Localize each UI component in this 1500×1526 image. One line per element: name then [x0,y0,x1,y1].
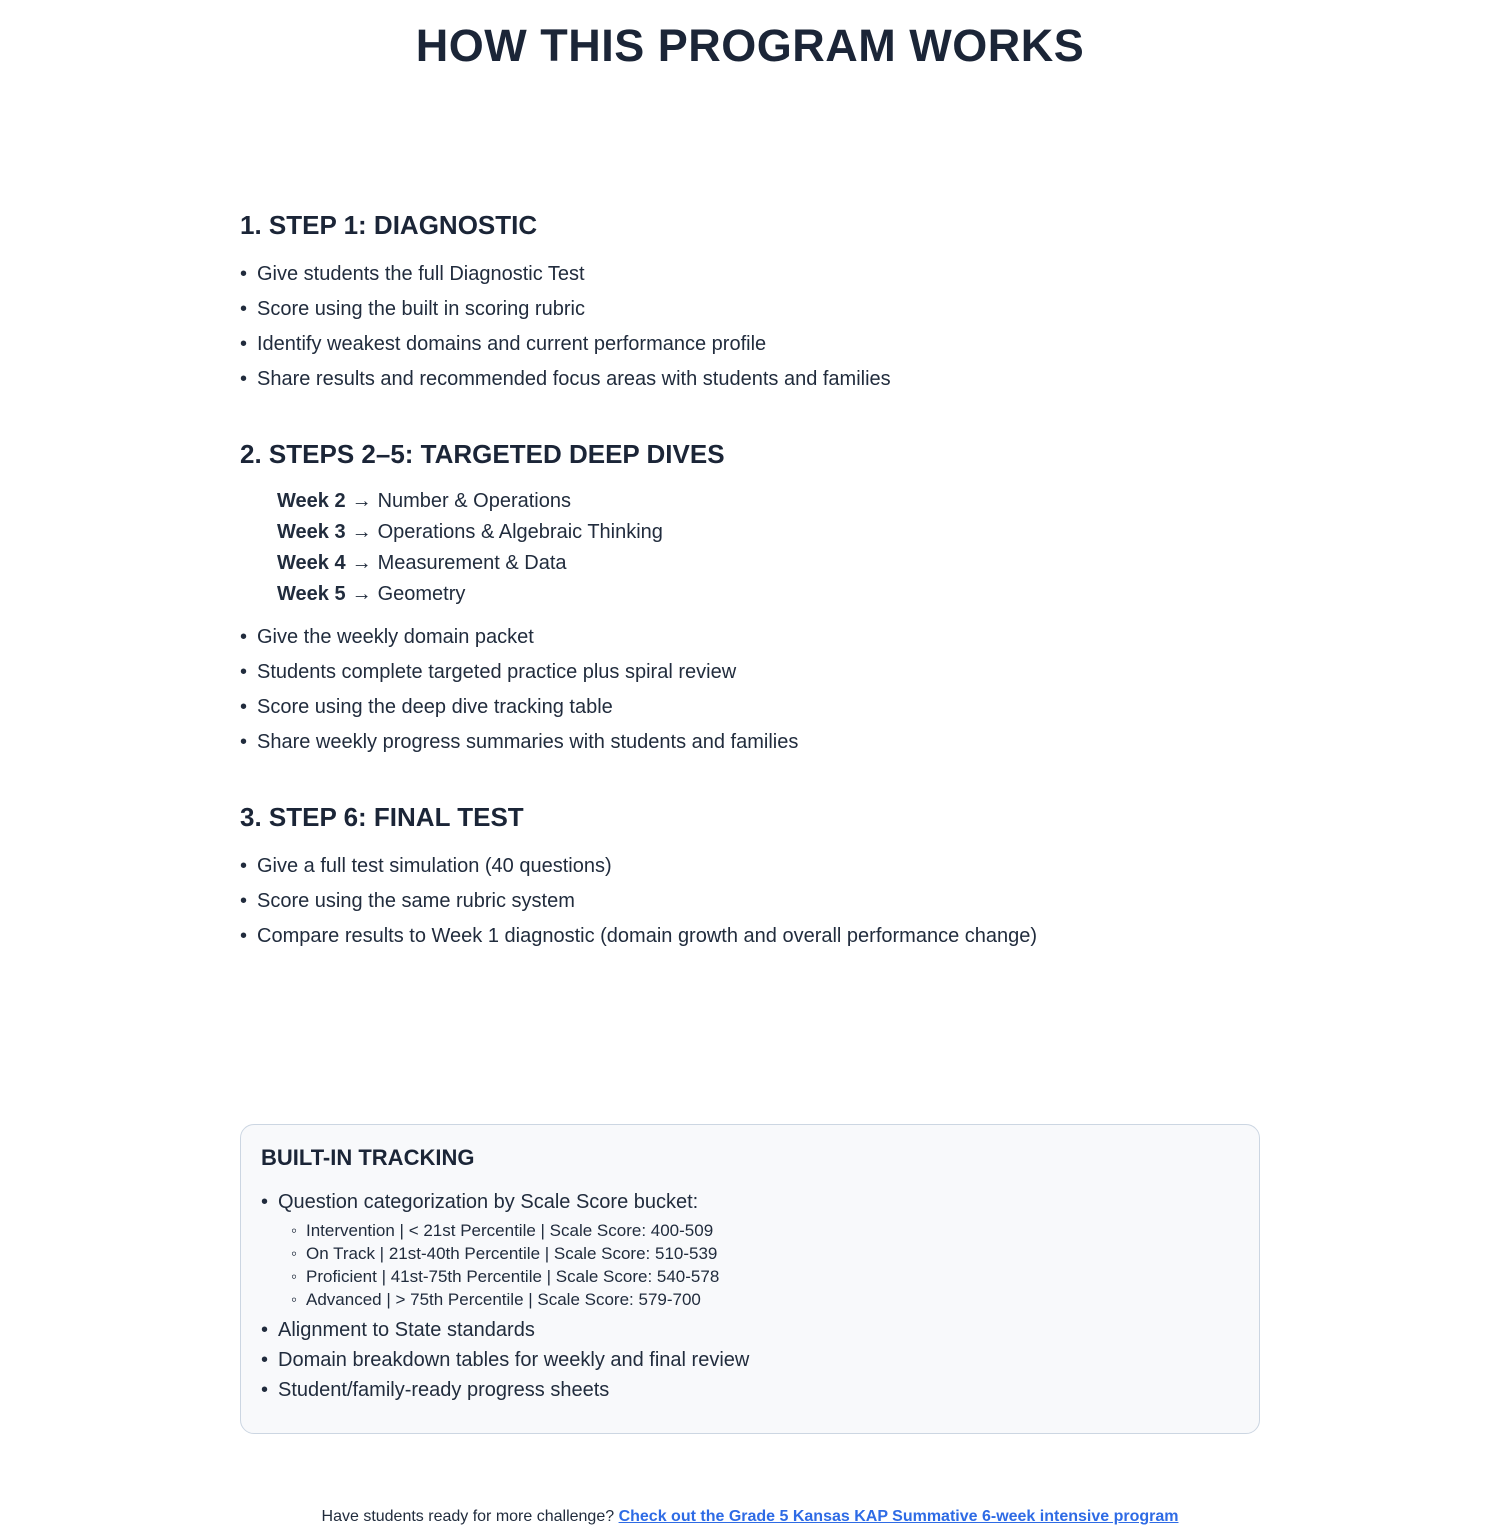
list-item: • Identify weakest domains and current performance profile [240,327,1270,362]
week-topic: Measurement & Data [377,552,567,574]
section-heading-deep-dives [240,439,1270,470]
week-label: Week 4 [277,552,346,574]
list-item: • Score using the deep dive tracking table [240,690,1270,725]
list-item: • Alignment to State standards [261,1315,1233,1345]
week-row [277,579,1270,610]
score-bucket-item: ◦ Intervention | < 21st Percentile | Scale Score: 400-509 [291,1219,1233,1242]
list-item: • Share weekly progress summaries with students and families [240,725,1270,760]
list-item: • Give a full test simulation (40 questions) [240,849,1270,884]
main-content [240,210,1270,1434]
section-number: 2. [240,439,262,469]
week-schedule [277,486,1270,610]
section-number: 1. [240,210,262,240]
list-item: • Give students the full Diagnostic Test [240,257,1270,292]
week-row [277,517,1270,548]
week-topic: Operations & Algebraic Thinking [377,521,663,543]
list-item: • Share results and recommended focus areas with students and families [240,362,1270,397]
arrow-icon: → [351,552,372,574]
list-item: • Students complete targeted practice plus spiral review [240,655,1270,690]
week-label: Week 2 [277,490,346,512]
final-test-bullet-list [240,849,1270,954]
score-bucket-list [291,1219,1233,1311]
week-topic: Number & Operations [377,490,571,512]
score-bucket-item: ◦ Advanced | > 75th Percentile | Scale Score: 579-700 [291,1288,1233,1311]
section-number: 3. [240,802,262,832]
week-label: Week 5 [277,583,346,605]
list-item: • Score using the built in scoring rubric [240,292,1270,327]
section-title: STEP 6: FINAL TEST [268,802,524,832]
intensive-program-link[interactable]: Check out the Grade 5 Kansas KAP Summative 6-week intensive program [618,1508,1179,1525]
section-title: STEP 1: DIAGNOSTIC [268,210,538,240]
list-item: • Domain breakdown tables for weekly and final review [261,1345,1233,1375]
section-heading-final-test [240,802,1270,833]
score-bucket-item: ◦ On Track | 21st-40th Percentile | Scale Score: 510-539 [291,1242,1233,1265]
tracking-bullet-list-bottom [261,1315,1233,1405]
list-item: • Score using the same rubric system [240,884,1270,919]
footer [0,1508,1500,1526]
list-item: • Compare results to Week 1 diagnostic (domain growth and overall performance change) [240,919,1270,954]
footer-text: Have students ready for more challenge? [321,1508,619,1525]
list-item: • Give the weekly domain packet [240,620,1270,655]
tracking-bullet-list [261,1187,1233,1217]
page-title: HOW THIS PROGRAM WORKS [415,20,1085,71]
deep-dives-bullet-list [240,620,1270,760]
section-heading-diagnostic [240,210,1270,241]
diagnostic-bullet-list [240,257,1270,397]
list-item: • Student/family-ready progress sheets [261,1375,1233,1405]
section-title: STEPS 2–5: TARGETED DEEP DIVES [268,439,725,469]
week-topic: Geometry [377,583,466,605]
tracking-box-title: BUILT-IN TRACKING [261,1145,475,1170]
week-row [277,486,1270,517]
arrow-icon: → [351,490,372,512]
score-bucket-item: ◦ Proficient | 41st-75th Percentile | Scale Score: 540-578 [291,1265,1233,1288]
week-label: Week 3 [277,521,346,543]
list-item: • Question categorization by Scale Score bucket: [261,1187,1233,1217]
tracking-box [240,1124,1260,1434]
arrow-icon: → [351,521,372,543]
week-row [277,548,1270,579]
arrow-icon: → [351,583,372,605]
